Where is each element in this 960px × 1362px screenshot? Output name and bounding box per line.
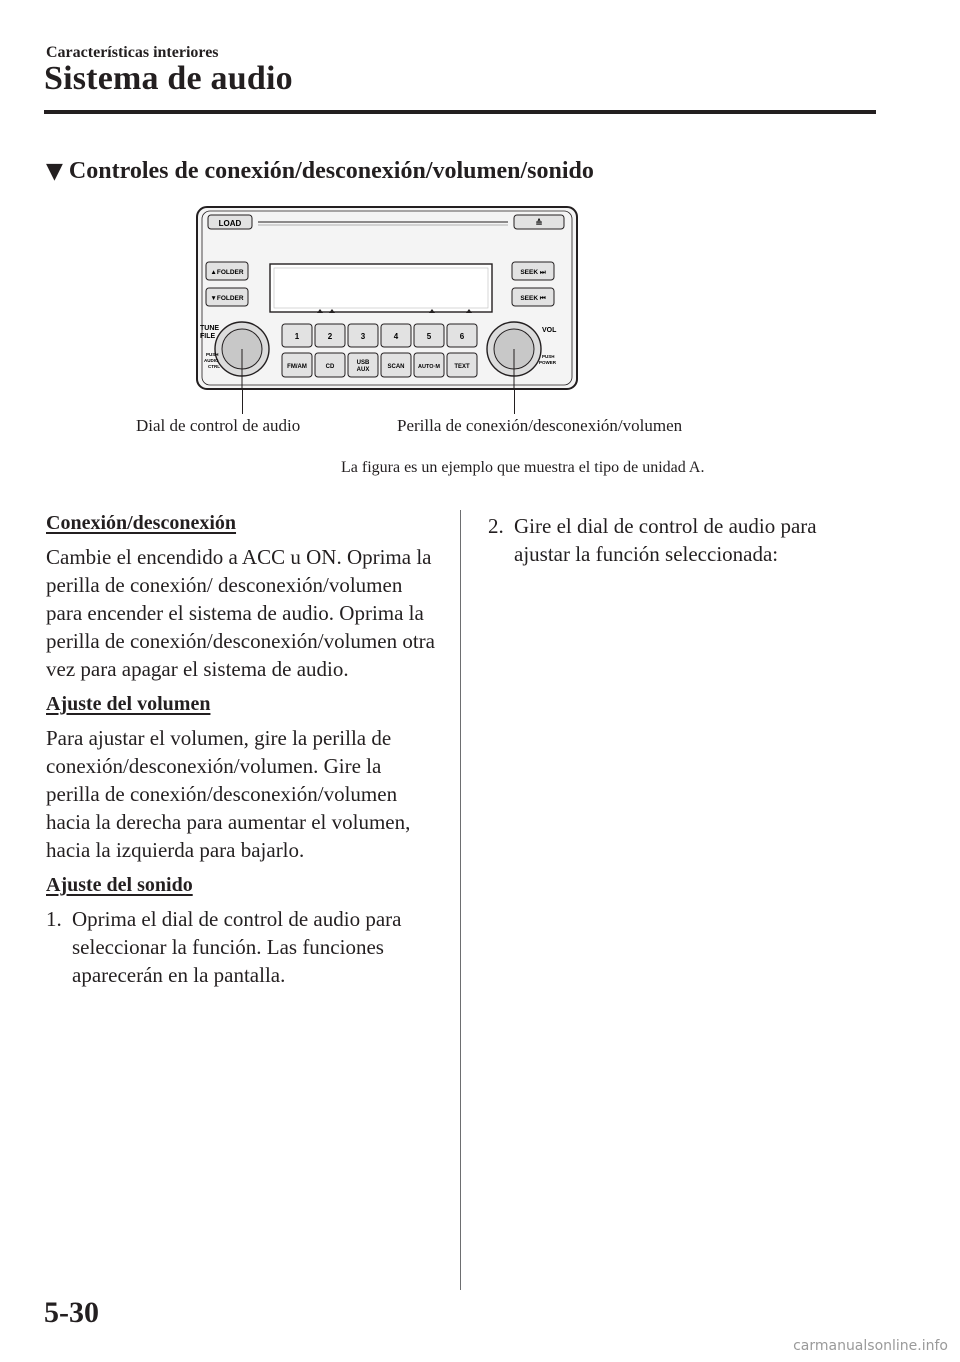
auto-m-label: AUTO·M xyxy=(418,364,440,370)
chapter-title: Características interiores xyxy=(46,44,219,61)
dial-leader-line-ext xyxy=(242,390,243,414)
cd-label: CD xyxy=(325,364,335,370)
volume-heading: Ajuste del volumen xyxy=(46,693,211,715)
knob-leader-line-ext xyxy=(514,390,515,414)
preset-3-label: 3 xyxy=(360,332,366,341)
text-label: TEXT xyxy=(454,364,470,370)
step-2-text: Gire el dial de control de audio para ajustar la función seleccionada: xyxy=(514,514,817,566)
watermark: carmanualsonline.info xyxy=(793,1338,948,1354)
figure-caption: La figura es un ejemplo que muestra el tipo de unidad A. xyxy=(341,459,705,476)
folder-down-label: ▼FOLDER xyxy=(210,295,244,302)
sound-heading: Ajuste del sonido xyxy=(46,874,193,896)
power-heading: Conexión/desconexión xyxy=(46,512,237,534)
load-label: LOAD xyxy=(218,219,242,228)
header-rule xyxy=(44,110,876,114)
folder-up-label: ▲FOLDER xyxy=(210,269,244,276)
push-label: PUSH xyxy=(206,352,219,357)
preset-4-label: 4 xyxy=(393,332,399,341)
preset-1-label: 1 xyxy=(294,332,300,341)
eject-icon: ≙ xyxy=(535,218,543,228)
ctrl-label: CTRL xyxy=(208,364,220,369)
power-knob-callout: Perilla de conexión/desconexión/volumen xyxy=(397,416,683,435)
step-1 xyxy=(46,905,436,989)
audio-dial-callout: Dial de control de audio xyxy=(136,416,301,435)
push-right-label: PUSH xyxy=(542,354,555,359)
power-label: POWER xyxy=(539,360,557,365)
seek-prev-label: SEEK ⏮ xyxy=(520,295,546,302)
seek-next-label: SEEK ⏭ xyxy=(520,269,546,276)
preset-6-label: 6 xyxy=(459,332,465,341)
step-2 xyxy=(488,512,868,568)
page-number: 5-30 xyxy=(44,1296,99,1329)
step-2-number: 2. xyxy=(488,514,504,538)
vol-label: VOL xyxy=(542,327,557,334)
audio-label: AUDIO xyxy=(204,358,219,363)
display-screen xyxy=(270,264,492,312)
fm-am-label: FM/AM xyxy=(287,364,307,370)
file-label: FILE xyxy=(200,333,216,340)
scan-label: SCAN xyxy=(387,364,405,370)
subsection-title: Controles de conexión/desconexión/volumen/sonido xyxy=(68,158,594,184)
subsection-heading xyxy=(46,158,594,185)
preset-5-label: 5 xyxy=(426,332,432,341)
audio-unit-figure xyxy=(196,206,578,390)
usb-label: USB xyxy=(356,360,370,366)
step-1-number: 1. xyxy=(46,907,62,931)
preset-2-label: 2 xyxy=(327,332,333,341)
power-paragraph: Cambie el encendido a ACC u ON. Oprima la perilla de conexión/ desconexión/volumen para encender el sistema de audio. Oprima la perilla de conexión/desconexión/volumen otra vez para apagar el sistema de audio. xyxy=(46,545,435,681)
volume-paragraph: Para ajustar el volumen, gire la perilla de conexión/desconexión/volumen. Gire la perilla de conexión/desconexión/volumen hacia la derecha para aumentar el volumen, hacia la izquierda para bajarlo. xyxy=(46,726,411,862)
aux-label: AUX xyxy=(356,367,370,373)
section-title: Sistema de audio xyxy=(44,60,293,97)
right-column xyxy=(488,512,868,568)
tune-label: TUNE xyxy=(200,325,220,332)
triangle-bullet-icon: ▼ xyxy=(46,159,63,184)
left-column xyxy=(46,512,436,989)
step-1-text: Oprima el dial de control de audio para seleccionar la función. Las funciones aparecerán en la pantalla. xyxy=(72,907,402,987)
column-divider xyxy=(460,510,461,1290)
